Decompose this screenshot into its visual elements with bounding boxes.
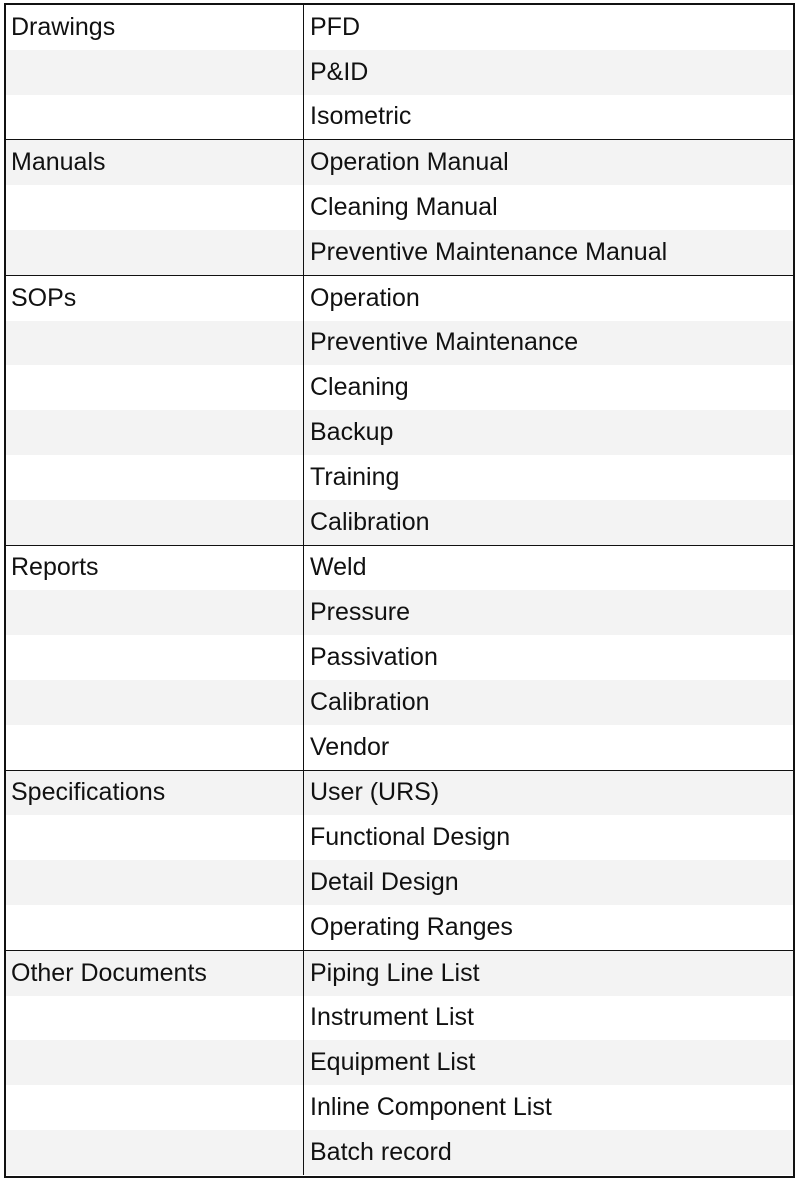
category-cell-empty [6,1130,303,1175]
category-cell-empty [6,410,303,455]
category-cell-empty [6,455,303,500]
category-column [6,951,304,1175]
item-column [304,546,793,770]
item-column [304,140,793,274]
item-column [304,951,793,1175]
item-cell: Instrument List [310,1003,474,1032]
item-cell: Passivation [310,643,438,672]
category-cell-empty [6,725,303,770]
item-cell: Inline Component List [310,1093,552,1122]
item-cell: Weld [310,553,367,582]
item-cell: PFD [310,12,360,41]
category-column [6,276,304,545]
item-cell: Backup [304,410,793,455]
document-table [4,3,795,1178]
category-cell-empty [6,95,303,140]
item-column [304,5,793,139]
item-cell: Detail Design [304,860,793,905]
category-column [6,546,304,770]
category-cell-empty [6,815,303,860]
table-group [6,950,793,1175]
category-cell-empty [6,590,303,635]
item-cell: Calibration [304,680,793,725]
category-column [6,771,304,950]
item-cell: Pressure [304,590,793,635]
category-cell-empty [6,185,303,230]
category-cell-empty [6,230,303,275]
item-cell: Isometric [310,102,412,131]
category-cell-empty [6,321,303,366]
item-column [304,276,793,545]
category-cell-empty [6,50,303,95]
table-group [6,545,793,770]
item-cell: Cleaning Manual [310,193,498,222]
item-cell: Vendor [310,732,390,761]
category-cell: Reports [11,553,99,582]
category-cell-empty [6,1040,303,1085]
category-cell: Other Documents [6,951,303,996]
table-group [6,5,793,139]
item-column [304,771,793,950]
category-cell: SOPs [11,283,77,312]
category-cell-empty [6,500,303,545]
category-cell: Specifications [6,771,303,816]
category-cell: Drawings [11,12,116,41]
item-cell: Training [310,462,400,491]
item-cell: Preventive Maintenance [304,321,793,366]
category-cell-empty [6,365,303,410]
item-cell: Cleaning [310,373,409,402]
item-cell: P&ID [304,50,793,95]
category-cell-empty [6,996,303,1041]
category-column [6,5,304,139]
item-cell: Functional Design [310,823,511,852]
category-column [6,140,304,274]
table-group [6,139,793,274]
category-cell-empty [6,860,303,905]
item-cell: Piping Line List [304,951,793,996]
category-cell-empty [6,1085,303,1130]
category-cell: Manuals [6,140,303,185]
item-cell: Operation [310,283,420,312]
table-group [6,770,793,950]
category-cell-empty [6,635,303,680]
category-cell-empty [6,680,303,725]
item-cell: Operating Ranges [310,912,513,941]
item-cell: Calibration [304,500,793,545]
item-cell: Batch record [304,1130,793,1175]
item-cell: Operation Manual [304,140,793,185]
item-cell: Equipment List [304,1040,793,1085]
item-cell: User (URS) [304,771,793,816]
table-group [6,275,793,545]
category-cell-empty [6,905,303,950]
item-cell: Preventive Maintenance Manual [304,230,793,275]
